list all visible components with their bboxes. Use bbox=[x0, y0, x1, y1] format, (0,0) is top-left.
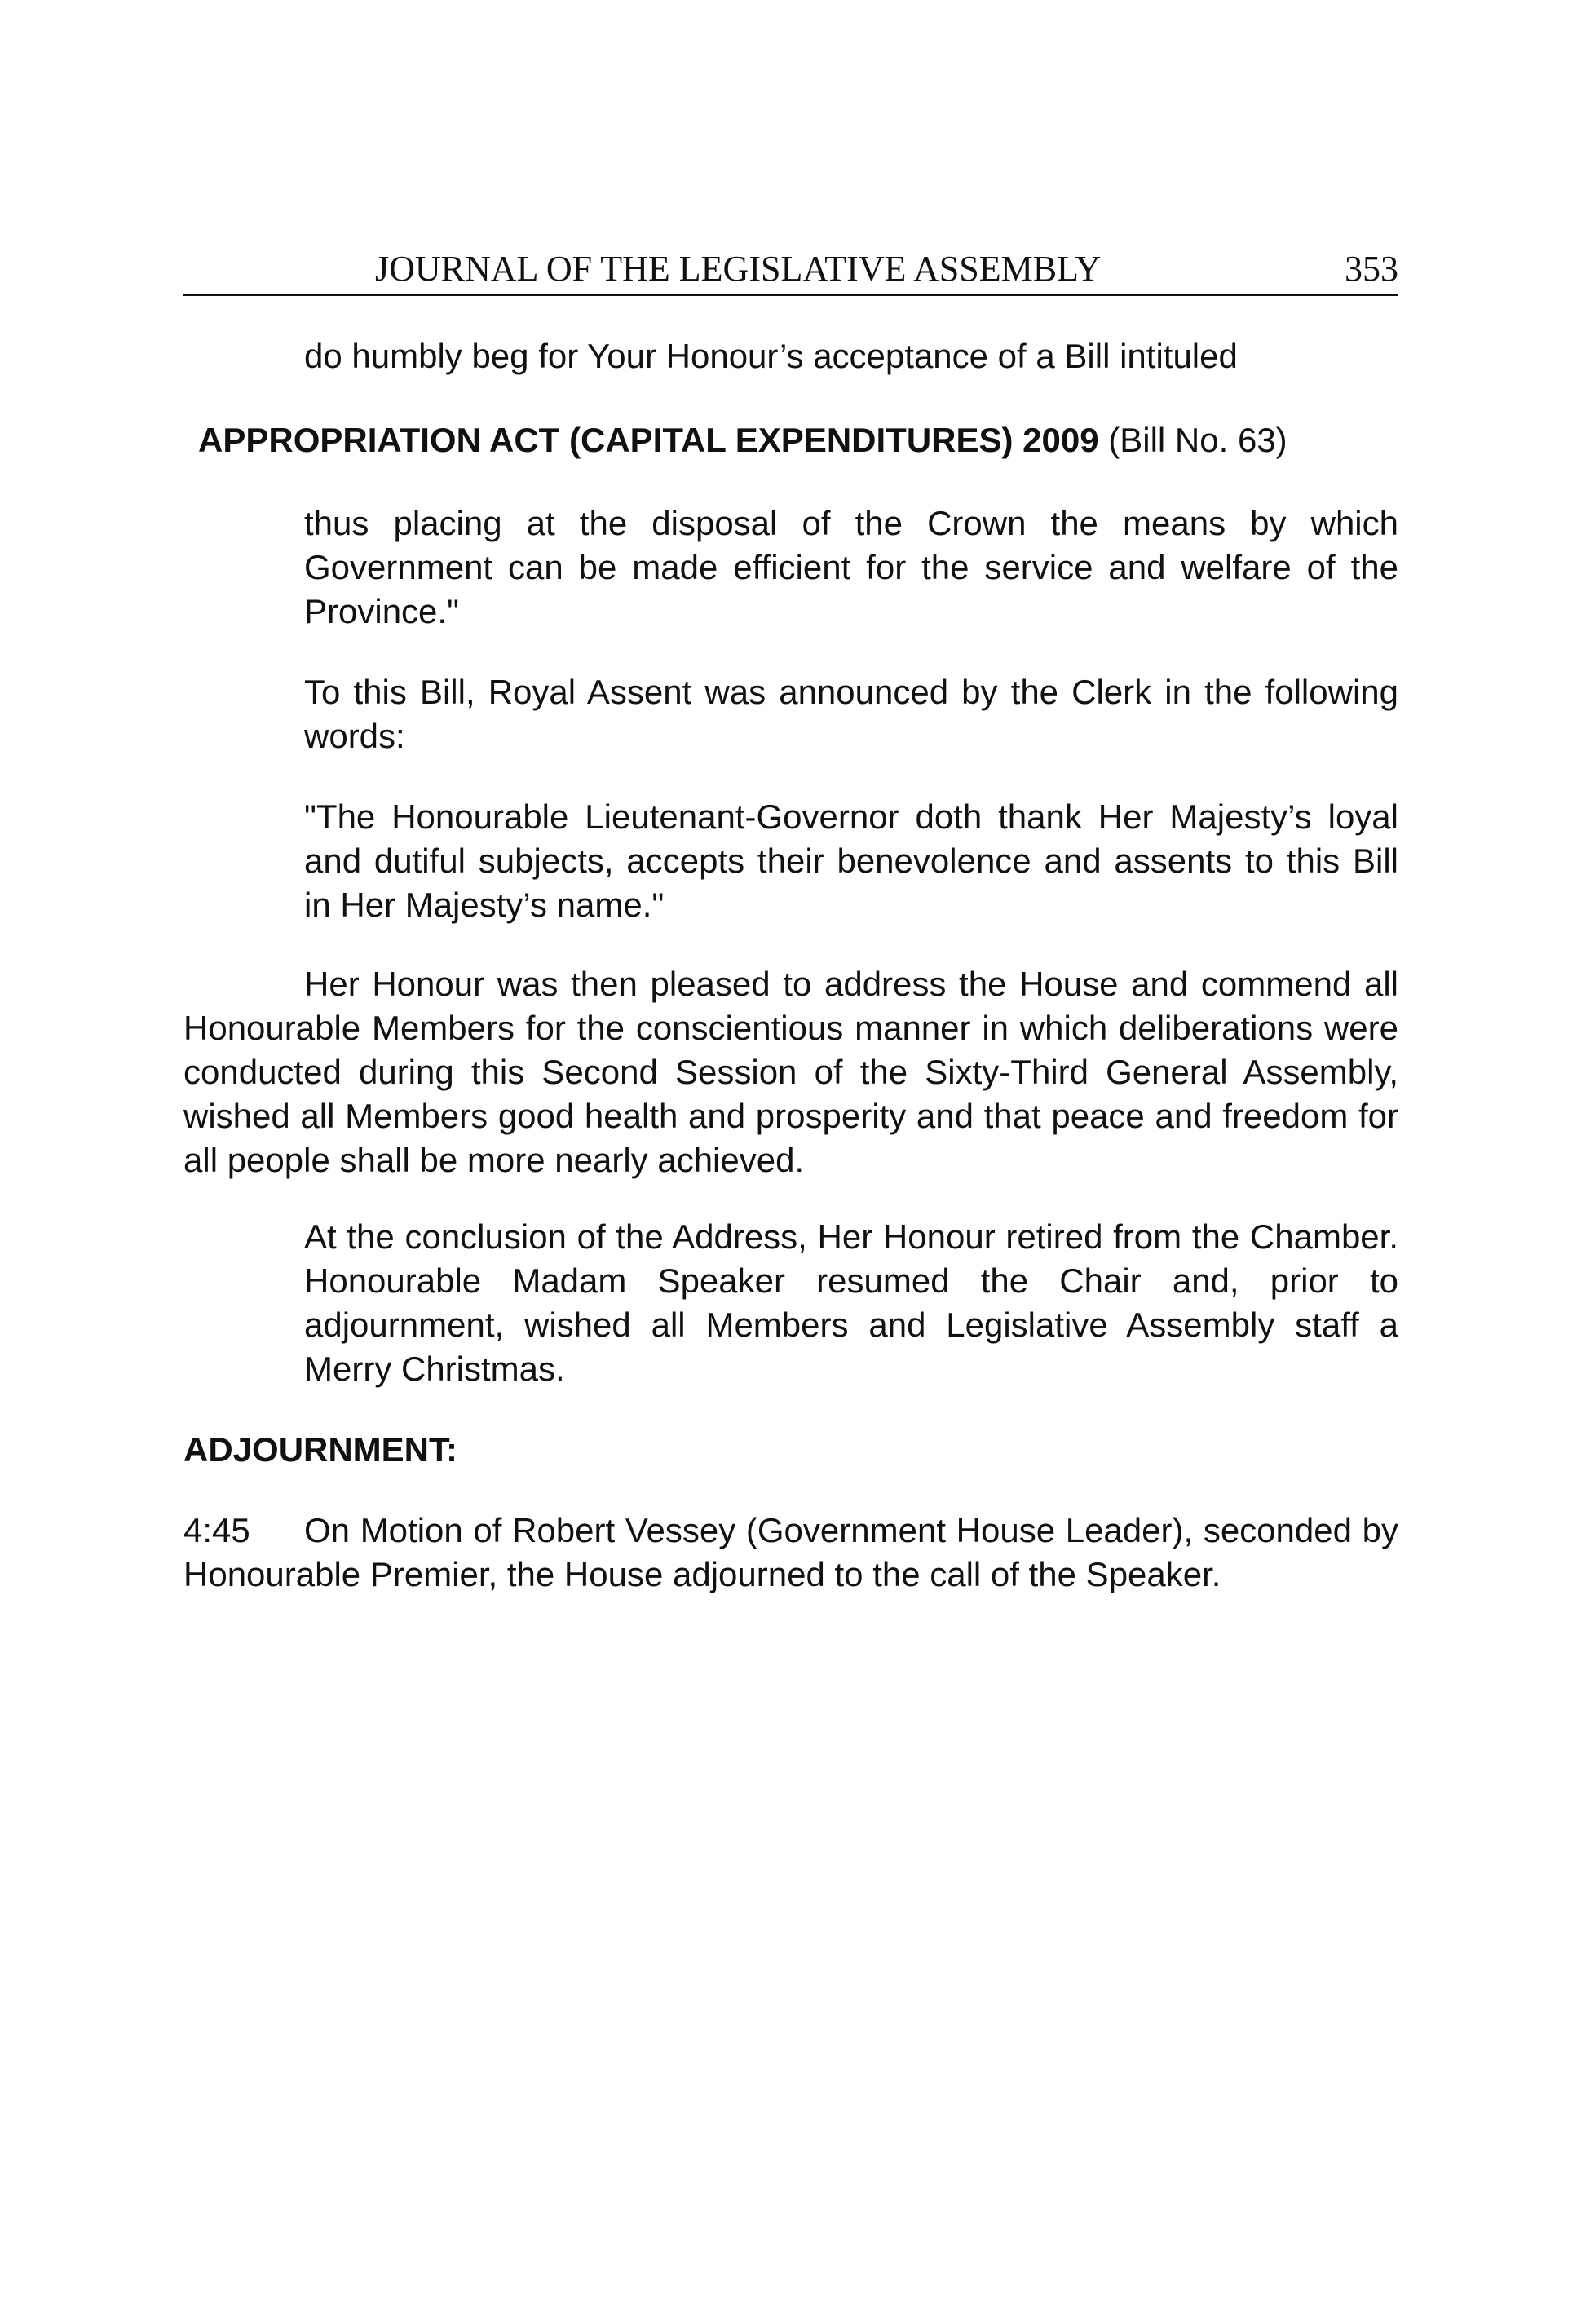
paragraph-conclusion: At the conclusion of the Address, Her Honour retired from the Chamber. Honourable Madam Speaker resumed the Chair and, prior to adjournment, wished all Members and Legislative Assembly staff a Merry Christmas. bbox=[304, 1217, 1398, 1388]
bill-number: (Bill No. 63) bbox=[1108, 421, 1287, 459]
bill-title bbox=[198, 416, 1389, 465]
paragraph-disposal: thus placing at the disposal of the Crown the means by which Government can be made efficient for the service and welfare of the Province." bbox=[304, 504, 1398, 630]
adjournment-heading: ADJOURNMENT: bbox=[183, 1430, 457, 1469]
adjournment-text: On Motion of Robert Vessey (Government House Leader), seconded by Honourable Premier, the House adjourned to the call of the Speaker. bbox=[183, 1511, 1398, 1593]
journal-title: JOURNAL OF THE LEGISLATIVE ASSEMBLY bbox=[375, 249, 1102, 289]
adjournment-time: 4:45 bbox=[183, 1511, 250, 1549]
adjournment-entry bbox=[183, 1509, 1398, 1597]
paragraph-assent-words: "The Honourable Lieutenant-Governor doth thank Her Majesty’s loyal and dutiful subjects, accepts their benevolence and assents to this Bill in Her Majesty’s name." bbox=[304, 797, 1398, 924]
paragraph-beg: do humbly beg for Your Honour’s acceptance of a Bill intituled bbox=[304, 337, 1238, 375]
paragraph-address: Her Honour was then pleased to address the House and commend all Honourable Members for the conscientious manner in which deliberations were conducted during this Second Session of the Sixty-Third General Assembly, wished all Members good health and prosperity and that peace and freedom for all people shall be more nearly achieved. bbox=[183, 965, 1398, 1179]
page-number: 353 bbox=[1345, 249, 1398, 289]
running-header bbox=[183, 245, 1398, 296]
bill-title-bold: APPROPRIATION ACT (CAPITAL EXPENDITURES) 2009 bbox=[198, 421, 1099, 459]
paragraph-assent-announce: To this Bill, Royal Assent was announced by the Clerk in the following words: bbox=[304, 673, 1398, 755]
